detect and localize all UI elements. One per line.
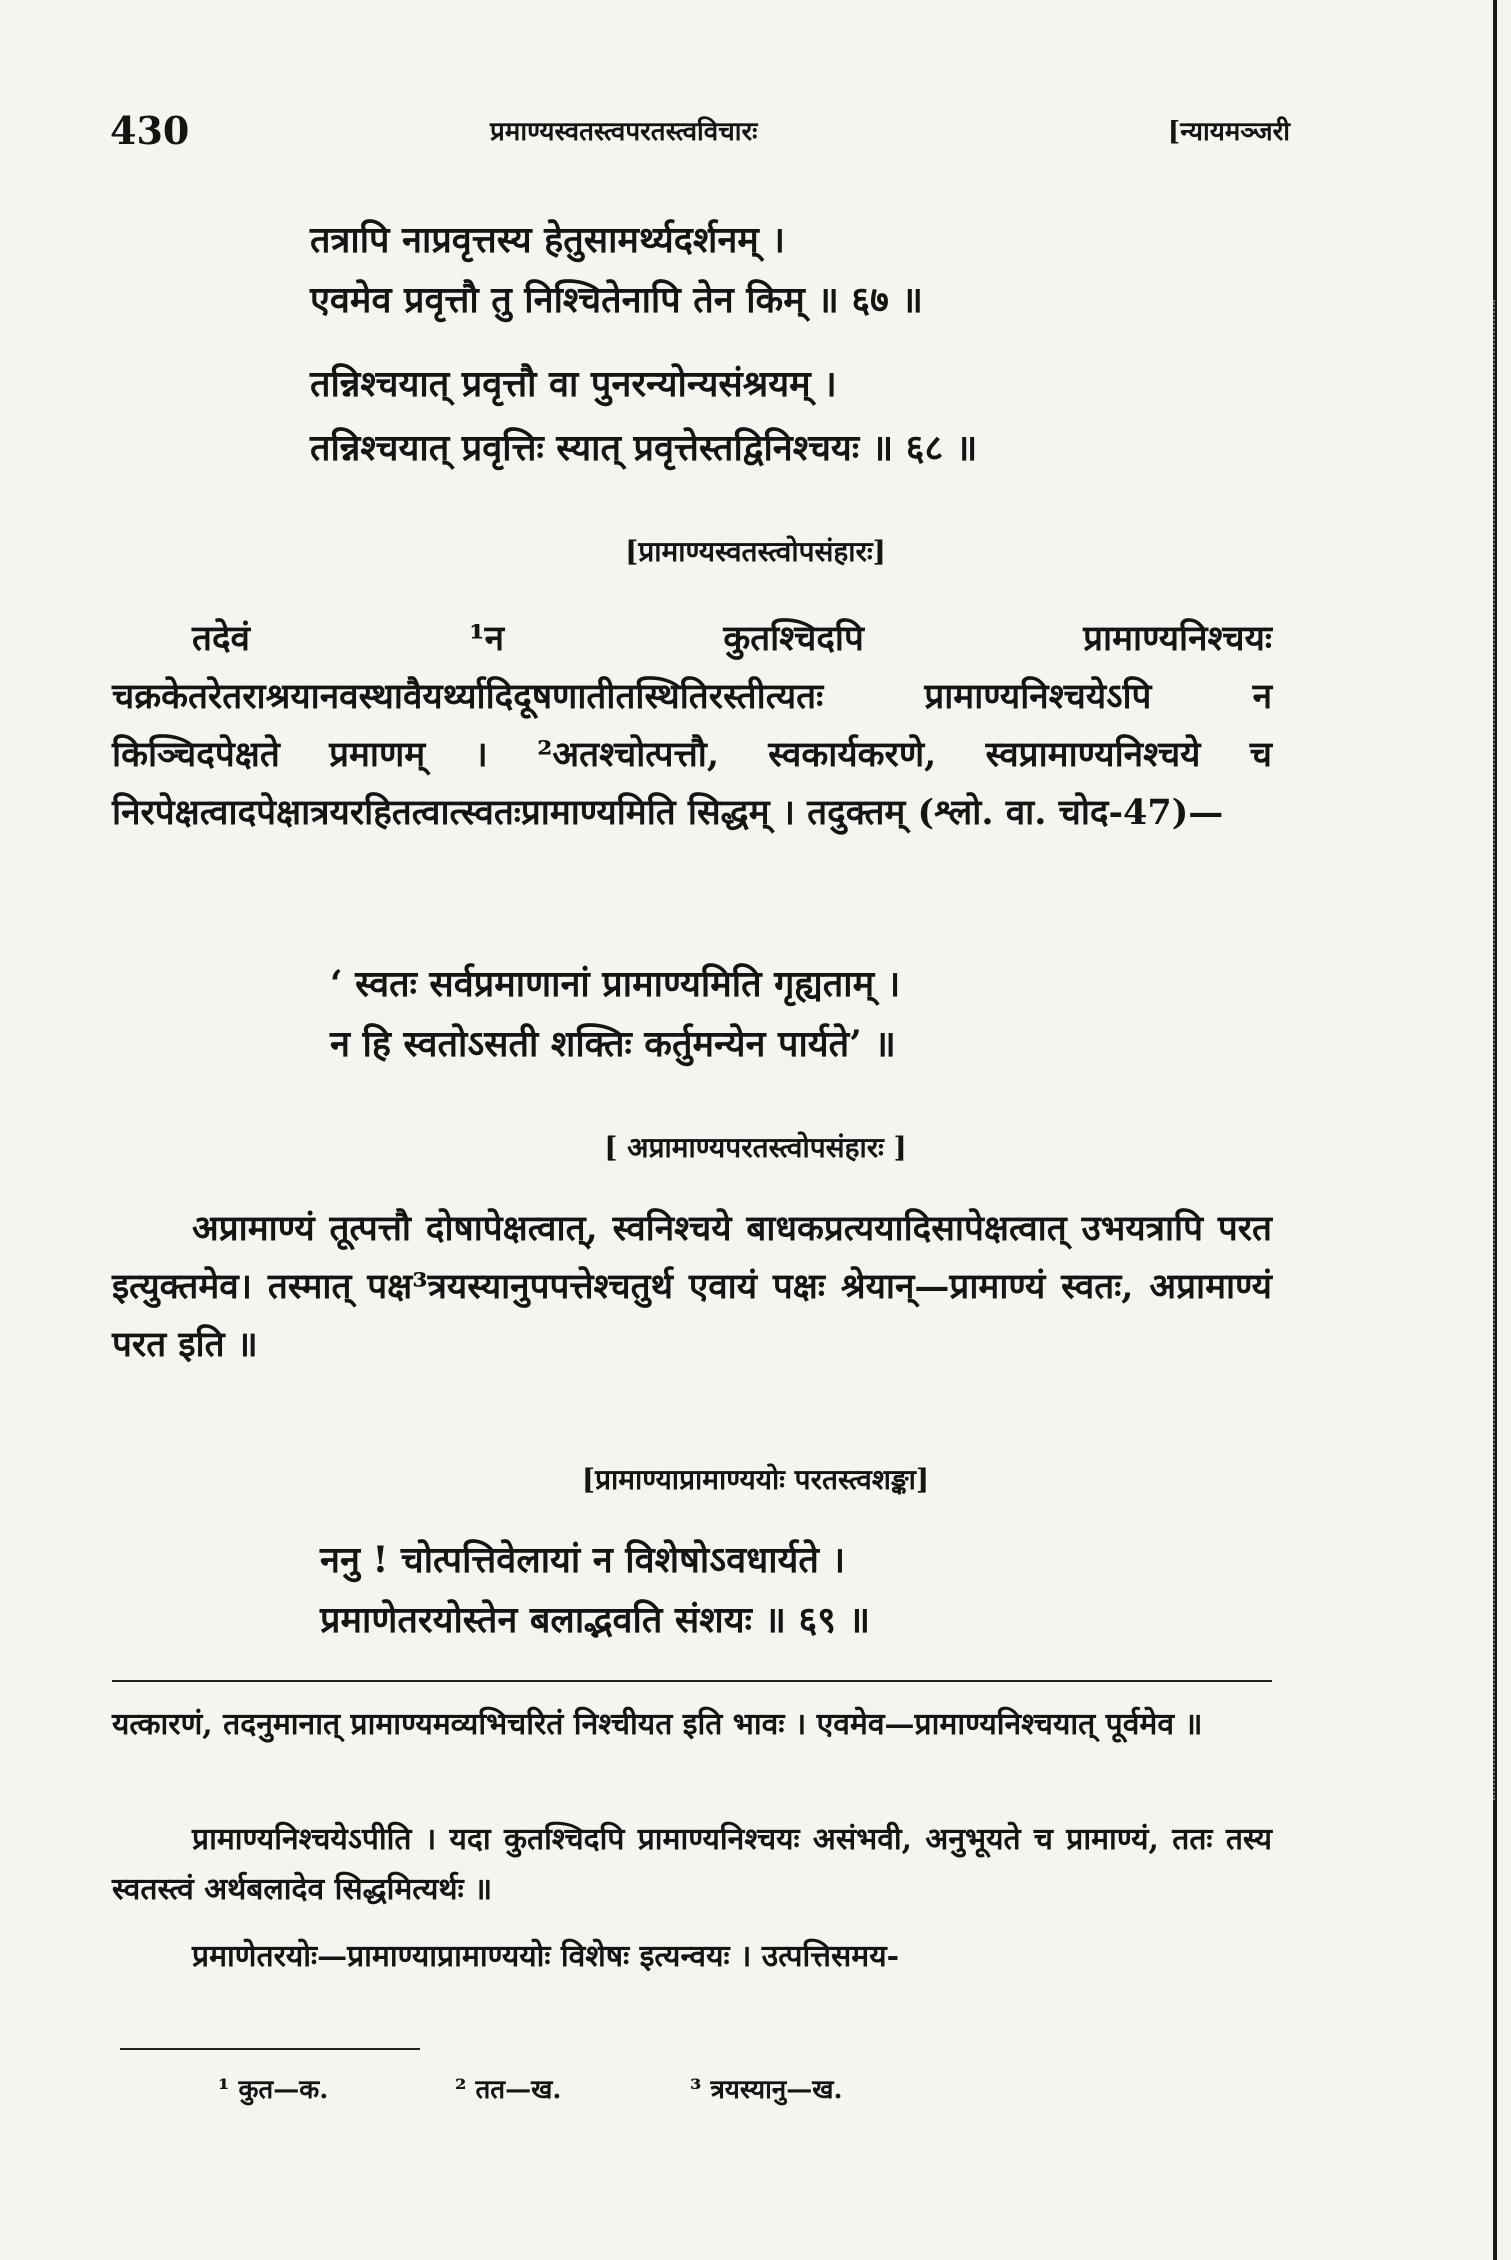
section-reference: [न्यायमञ्जरी: [1167, 117, 1290, 147]
verse-line: प्रमाणेतरयोस्तेन बलाद्भवति संशयः ॥ ६९ ॥: [320, 1599, 871, 1641]
footnote: ² तत—ख.: [455, 2075, 562, 2105]
page-header: [110, 108, 1290, 158]
quote-line: न हि स्वतोऽसती शक्तिः कर्तुमन्येन पार्यते’ ॥: [330, 1023, 896, 1065]
commentary-note: प्रमाणेतरयोः—प्रामाण्याप्रामाण्ययोः विशेषः इत्यन्वयः । उत्पत्तिसमय-: [192, 1939, 900, 1974]
binding-shadow: [1493, 300, 1505, 1800]
verse-line: तन्निश्चयात् प्रवृत्तिः स्यात् प्रवृत्तेस्तद्विनिश्चयः ॥ ६८ ॥: [310, 427, 978, 469]
body-paragraph: [112, 610, 1272, 842]
commentary-divider: [112, 1680, 1272, 1682]
verse-line: तत्रापि नाप्रवृत्तस्य हेतुसामर्थ्यदर्शनम् ।: [310, 219, 785, 261]
footnote: ³ त्रयस्यानु—ख.: [690, 2075, 843, 2105]
verse-line: एवमेव प्रवृत्तौ तु निश्चितेनापि तेन किम् ॥ ६७ ॥: [310, 279, 923, 321]
verse-line: ननु ! चोत्पत्तिवेलायां न विशेषोऽवधार्यते ।: [320, 1539, 846, 1581]
paragraph-text: अप्रामाण्यं तूत्पत्तौ दोषापेक्षत्वात्, स्वनिश्चये बाधकप्रत्ययादिसापेक्षत्वात् उभयत्रापि परत इत्युक्तमेव। तस्मात् पक्ष³त्रयस्यानुपपत्तेश्चतुर्थ एवायं पक्षः श्रेयान्—प्रामाण्यं स्वतः, अप्रामाण्यं परत इति ॥: [112, 1208, 1272, 1365]
page-number: 430: [110, 108, 190, 153]
footnote: ¹ कुत—क.: [218, 2075, 329, 2105]
section-heading: [ अप्रामाण्यपरतस्त्वोपसंहारः ]: [604, 1131, 907, 1164]
commentary-note: प्रामाण्यनिश्चयेऽपीति । यदा कुतश्चिदपि प्रामाण्यनिश्चयः असंभवी, अनुभूयते च प्रामाण्यं, ततः तस्य स्वतस्त्वं अर्थबलादेव सिद्धमित्यर्थः ॥: [112, 1822, 1272, 1907]
verse-line: तन्निश्चयात् प्रवृत्तौ वा पुनरन्योन्यसंश्रयम् ।: [310, 363, 837, 405]
commentary-note: यत्कारणं, तदनुमानात् प्रामाण्यमव्यभिचरितं निश्चीयत इति भावः । एवमेव—प्रामाण्यनिश्चयात् पूर्वमेव ॥: [112, 1707, 1203, 1742]
body-paragraph: [112, 1200, 1272, 1374]
paragraph-text: तदेवं ¹न कुतश्चिदपि प्रामाण्यनिश्चयः चक्रकेतरेतराश्रयानवस्थावैयर्थ्यादिदूषणातीतस्थितिरस्तीत्यतः प्रामाण्यनिश्चयेऽपि न किञ्चिदपेक्षते प्रमाणम् । ²अतश्चोत्पत्तौ, स्वकार्यकरणे, स्वप्रामाण्यनिश्चये च निरपेक्षत्वादपेक्षात्रयरहितत्वात्स्वतःप्रामाण्यमिति सिद्धम् । तदुक्तम् (श्लो. वा. चोद-47)—: [112, 618, 1272, 833]
quote-line: ‘ स्वतः सर्वप्रमाणानां प्रामाण्यमिति गृह्यताम् ।: [330, 963, 901, 1005]
footnote-divider: [120, 2048, 420, 2050]
section-heading: [प्रामाण्याप्रामाण्ययोः परतस्त्वशङ्का]: [581, 1463, 930, 1496]
section-heading: [प्रामाण्यस्वतस्त्वोपसंहारः]: [625, 535, 886, 568]
running-title: प्रमाण्यस्वतस्त्वपरतस्त्वविचारः: [490, 117, 758, 147]
